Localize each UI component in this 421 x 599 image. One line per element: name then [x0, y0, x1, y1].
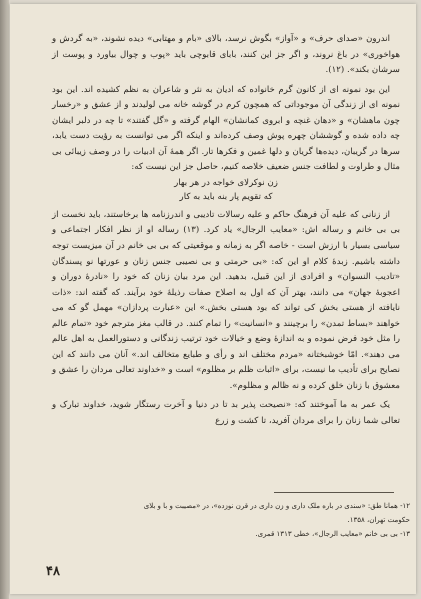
page-number: ۴۸ [46, 564, 60, 579]
footnotes [120, 499, 410, 541]
body-text [52, 32, 400, 430]
scan-edge-shadow [0, 0, 9, 599]
footnote-13: ۱۳- بی بی خانم «معایب الرجال»، خطی ۱۳۱۳ قمری. [255, 530, 410, 538]
book-page [10, 4, 416, 594]
footnote-12: ۱۲- همانا طق: «سندی در باره ملک داری و زن داری در قرن نوزده»، در «مصیبت و با و بلای حکومت تهران، ۱۳۵۸. [143, 502, 410, 524]
paragraph-4: یک عمر به ما آموختند که: «نصیحت پذیر بد تا در دنیا و آخرت رستگار شوید، خداوند تبارک و تعالی شما زنان را برای مردان آفرید، تا کشت و زرع [52, 400, 400, 427]
verse-line-2: که تقویم پار بنه باید به کار [179, 191, 273, 202]
verse-line-1: زن نوکرلای خواجه در هر بهار [174, 177, 278, 188]
paragraph-1: اندرون «صدای حرف» و «آواز» بگوش نرسد، بالای «بام و مهتابی» دیده نشوند، «به گردش و هواخوری» در باغ نروند، و اگر جز این کنند، بابای قابوچی باید «پوب و چوال بیاورد و پوست از سرشان بکند». (۱۲). [52, 34, 400, 76]
paragraph-3: از زنانی که علیه آن فرهنگ حاکم و علیه رسالات تادیبی و اندرزنامه ها برخاستند، باید نخست از بی بی خانم و رساله اش: «معایب الرجال» یاد کرد. (۱۳) رساله او از نظر افکار اجتماعی و سیاسی بسیار با ارزش است - خاصه اگر به زمانه و موقعیتی که بی بی خانم در آن میزیست توجه داشته باشیم. زبدهٔ کلام او این که: «بی حرمتی و بی نصیبی جنس زنان و عورتها نو پسندگان «تادیب النسوان» و افرادی از این قبیل، بدهید. این مرد بیان زنان که خود را «نادرهٔ دوران و اعجوبهٔ جهان» می دانند، بهتر آن که اول به اصلاح صفات رذیلهٔ خود برآیند. که گفته اند: «ذات نایافته از هستی بخش کی تواند که بود هستی بخش.» این «عبارت پردازان» مهمل گو که می خواهند «بساط تمدن» را برچینند و «انسانیت» را تمام کنند. در قالب مغز مترجم خود «تمام عالم را مثل خود فرض نموده و به اندازهٔ وضع و خیالات خود ترتیب زندگانی و دستورالعمل به اهل عالم می دهند». امّا خوشبختانه «مردم مختلف اند و رأی و طبایع متخالف اند.» آنان می دانند که این نصایح برای تأدیب ما نیست، برای «اثبات ظلم بر مظلوم» است و «خداوند تعالی مردان را عشق و معشوق با زنان خلق کرده و نه ظالم و مظلوم». [52, 209, 400, 391]
paragraph-2: این بود نمونه ای از کانون گرم خانواده که ادیان به نثر و شاعران به نظم کشیده اند. این بود نمونه ای از زندگی آن موجوداتی که همچون کرم در گوشه خانه می لولیدند و از عشق و «رخسار چون ماهشان» و «دهان غنچه و ابروی کمانشان» الهام گرفته و «گل گفتند» تا چه در دلبر ایشان چه داده شده و گوششان چهره پوش وصف کرده‌اند و اینکه اگر می توانست به رؤیت دست یابد، سرها در گریبان، دیده‌ها گریان و دلها غمین و فکرها تار. اگر همهٔ آن ادبیات را در وصف زیبائی بی مثال و طراوت و لطافت جنس ضعیف خلاصه کنیم، حاصل جز این نیست که: [52, 84, 400, 173]
footnote-divider [274, 492, 394, 493]
